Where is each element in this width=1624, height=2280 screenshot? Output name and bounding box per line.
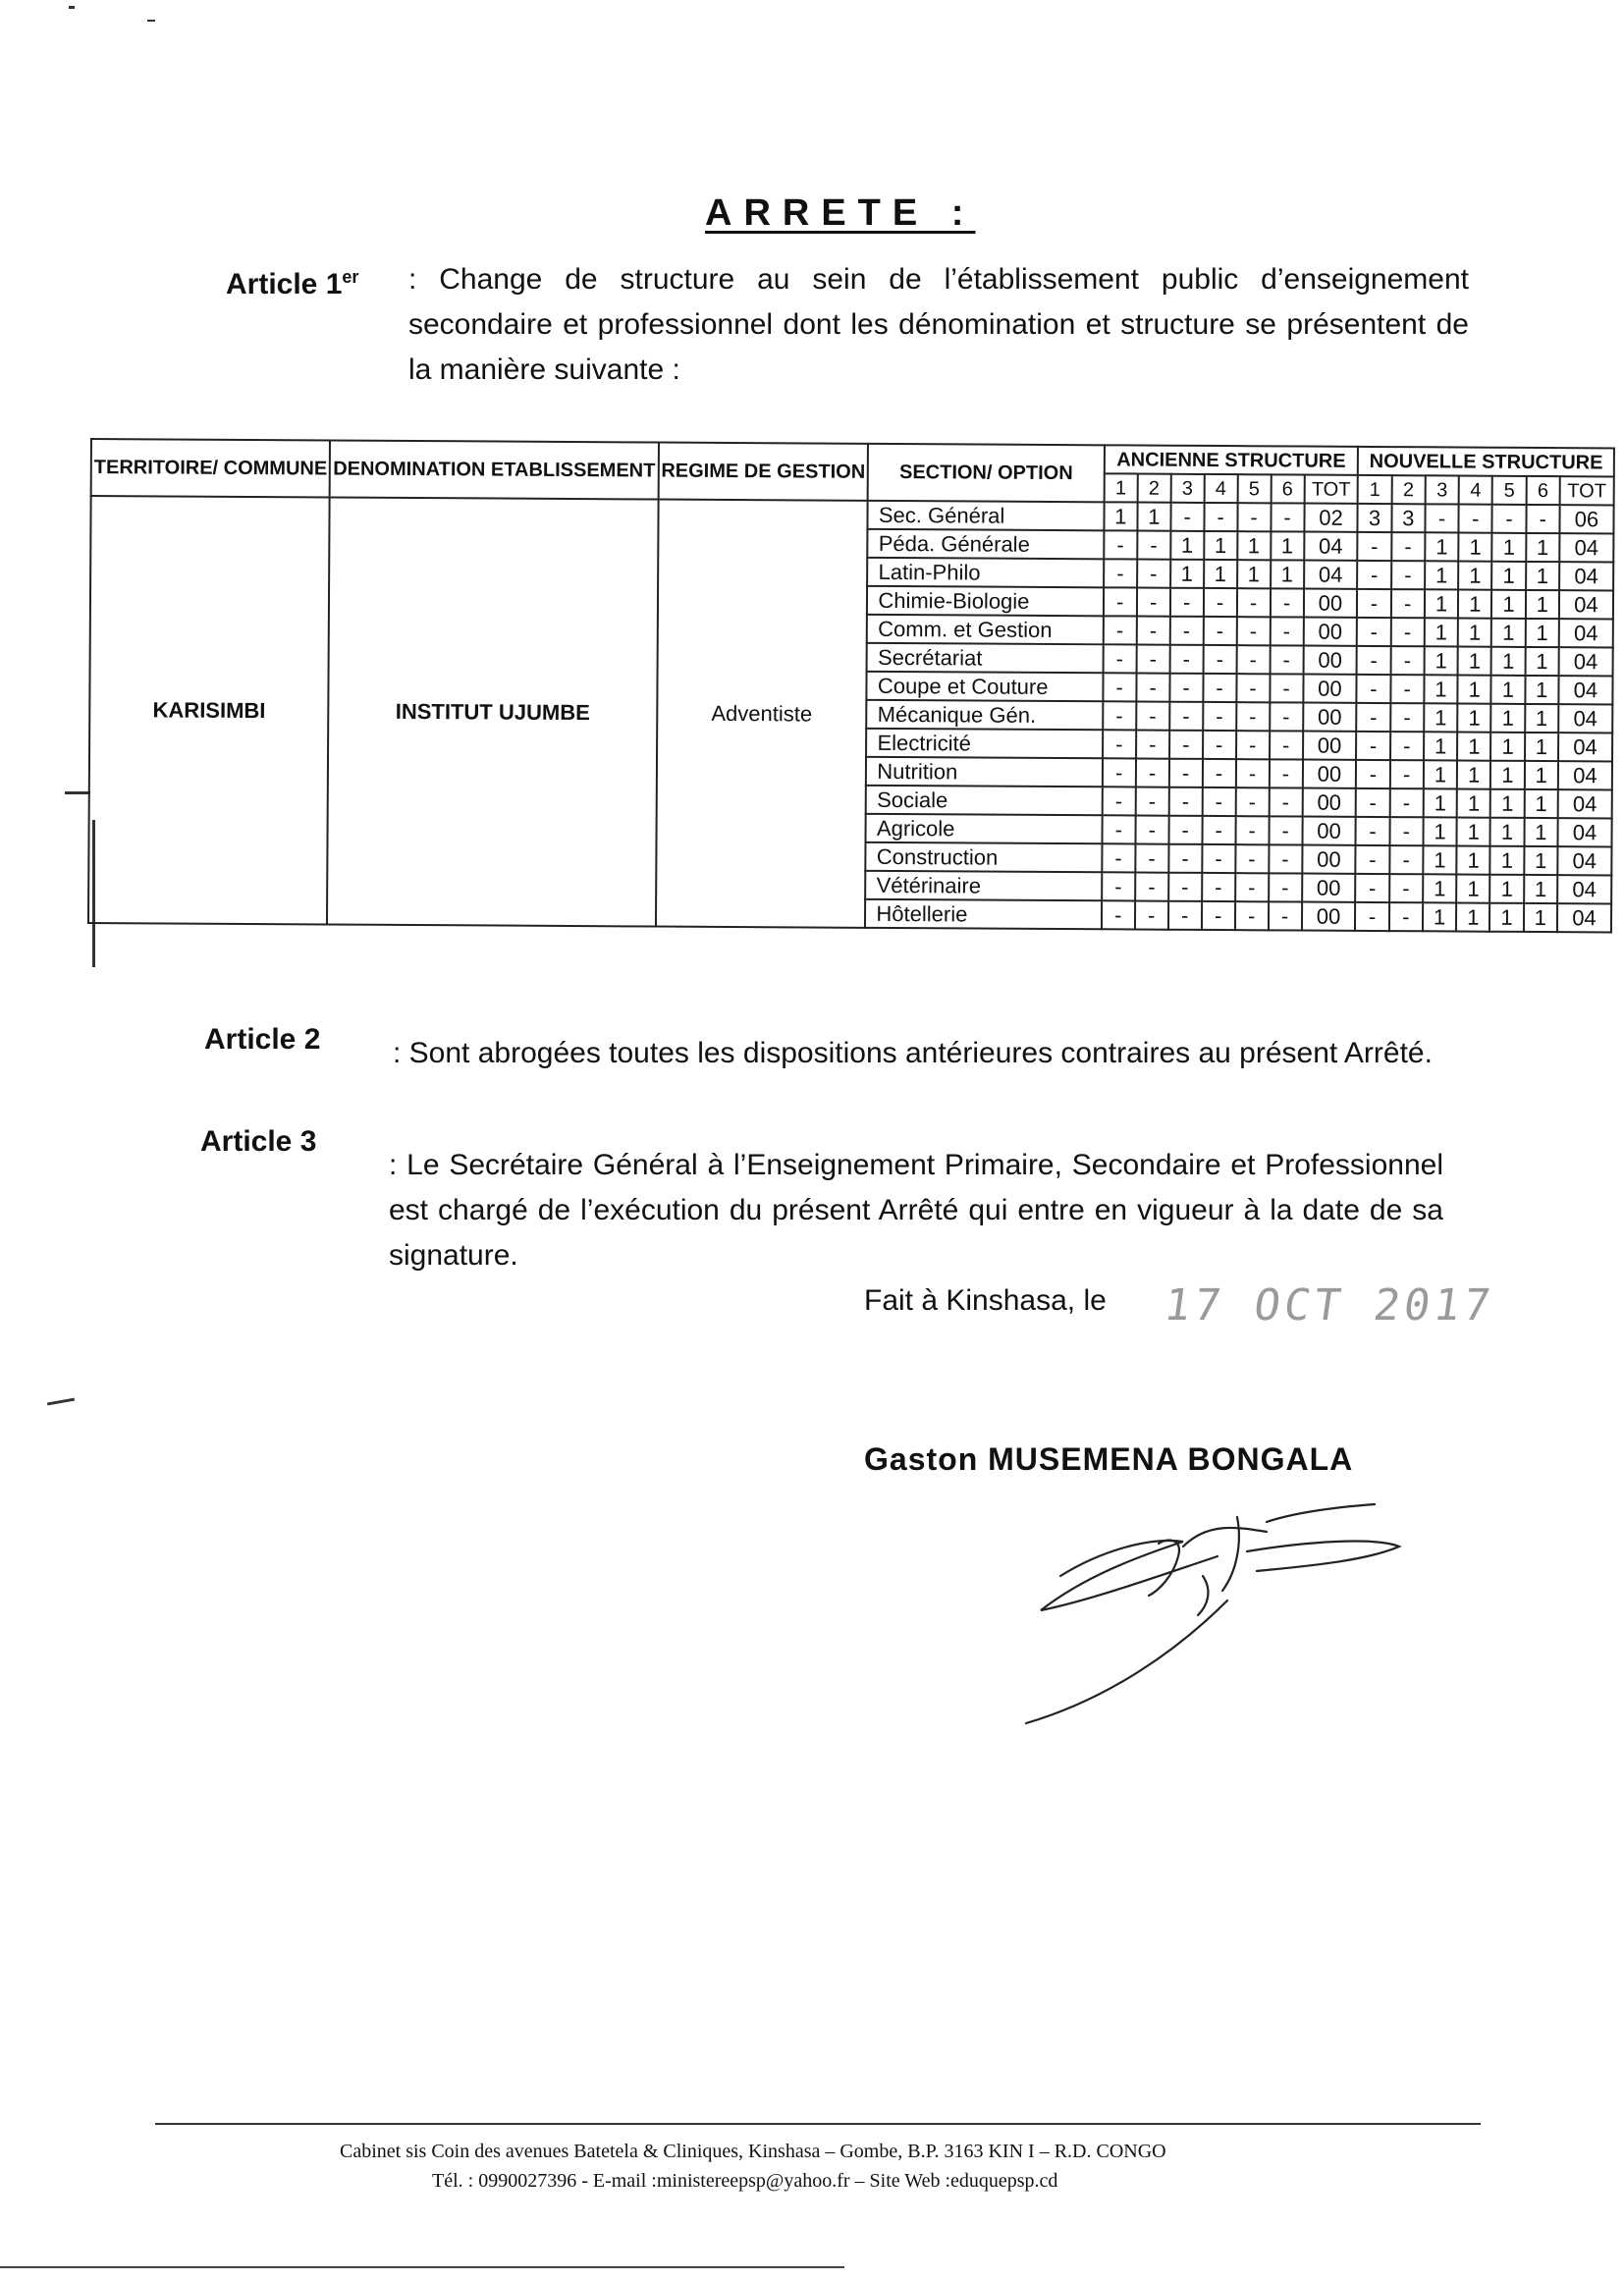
header-nouvelle-structure: NOUVELLE STRUCTURE bbox=[1358, 447, 1614, 477]
table-body bbox=[88, 496, 1614, 932]
nouvelle-value-cell: 04 bbox=[1559, 590, 1613, 619]
nouvelle-value-cell: 04 bbox=[1557, 875, 1611, 903]
footer-divider bbox=[155, 2123, 1481, 2125]
section-cell: Coupe et Couture bbox=[867, 672, 1104, 701]
ancienne-value-cell: - bbox=[1269, 901, 1302, 930]
ancienne-value-cell: 00 bbox=[1303, 589, 1357, 618]
ancienne-value-cell: - bbox=[1235, 844, 1269, 873]
scan-mark bbox=[69, 6, 75, 9]
nouvelle-value-cell: 1 bbox=[1524, 761, 1557, 789]
nouvelle-value-cell: 04 bbox=[1557, 818, 1611, 846]
nouvelle-col-header: 5 bbox=[1492, 476, 1526, 505]
ancienne-value-cell: - bbox=[1137, 588, 1170, 617]
ancienne-value-cell: 00 bbox=[1303, 732, 1357, 760]
document-title: ARRETE : bbox=[705, 192, 976, 234]
ancienne-value-cell: 00 bbox=[1303, 618, 1357, 646]
nouvelle-value-cell: 1 bbox=[1525, 676, 1558, 704]
ancienne-value-cell: - bbox=[1137, 531, 1170, 560]
nouvelle-value-cell: - bbox=[1357, 675, 1390, 703]
ancienne-value-cell: - bbox=[1104, 559, 1137, 587]
nouvelle-value-cell: 1 bbox=[1458, 590, 1491, 619]
ancienne-value-cell: - bbox=[1136, 674, 1169, 702]
ancienne-col-header: 3 bbox=[1170, 474, 1204, 503]
nouvelle-value-cell: 1 bbox=[1526, 590, 1559, 619]
ancienne-value-cell: - bbox=[1202, 844, 1235, 873]
ancienne-value-cell: 1 bbox=[1237, 560, 1271, 588]
ancienne-col-header: TOT bbox=[1304, 475, 1358, 504]
nouvelle-value-cell: 1 bbox=[1425, 618, 1458, 646]
ancienne-value-cell: - bbox=[1135, 816, 1168, 844]
regime-cell: Adventiste bbox=[656, 500, 868, 928]
ancienne-col-header: 2 bbox=[1137, 474, 1170, 503]
ancienne-value-cell: - bbox=[1135, 901, 1168, 930]
article-3-text: : Le Secrétaire Général à l’Enseignement Primaire, Secondaire et Professionnel est chargé de l’exécution du présent Arrêté qui entre en vigueur à la date de sa signature. bbox=[389, 1149, 1443, 1272]
section-cell: Secrétariat bbox=[867, 643, 1104, 673]
ancienne-value-cell: - bbox=[1202, 873, 1235, 901]
nouvelle-value-cell: 1 bbox=[1491, 676, 1525, 704]
ancienne-value-cell: - bbox=[1237, 588, 1271, 617]
ancienne-value-cell: - bbox=[1204, 503, 1237, 531]
nouvelle-value-cell: 1 bbox=[1490, 818, 1524, 846]
nouvelle-value-cell: 1 bbox=[1424, 675, 1457, 703]
ancienne-value-cell: - bbox=[1136, 617, 1169, 645]
nouvelle-value-cell: 04 bbox=[1558, 733, 1612, 761]
nouvelle-value-cell: 1 bbox=[1526, 562, 1559, 590]
section-cell: Agricole bbox=[866, 814, 1103, 843]
nouvelle-col-header: 6 bbox=[1526, 476, 1559, 505]
ancienne-value-cell: - bbox=[1236, 702, 1270, 731]
nouvelle-value-cell: 1 bbox=[1424, 788, 1457, 817]
ancienne-value-cell: - bbox=[1104, 530, 1137, 559]
nouvelle-value-cell: 1 bbox=[1526, 533, 1559, 562]
nouvelle-value-cell: 04 bbox=[1557, 903, 1611, 932]
ancienne-value-cell: - bbox=[1203, 702, 1236, 731]
nouvelle-value-cell: 1 bbox=[1524, 903, 1557, 932]
denomination-cell: INSTITUT UJUMBE bbox=[327, 497, 658, 926]
ancienne-value-cell: - bbox=[1170, 588, 1204, 617]
nouvelle-col-header: 2 bbox=[1391, 475, 1425, 504]
table-head bbox=[91, 439, 1614, 505]
nouvelle-value-cell: - bbox=[1357, 589, 1390, 618]
section-cell: Sociale bbox=[866, 786, 1103, 815]
ancienne-value-cell: 02 bbox=[1304, 504, 1358, 532]
ancienne-value-cell: 00 bbox=[1302, 874, 1356, 902]
header-regime: REGIME DE GESTION bbox=[658, 443, 868, 501]
nouvelle-value-cell: - bbox=[1492, 505, 1526, 533]
section-cell: Nutrition bbox=[866, 757, 1103, 787]
ancienne-col-header: 5 bbox=[1237, 474, 1271, 503]
ancienne-value-cell: - bbox=[1168, 816, 1202, 844]
ancienne-value-cell: - bbox=[1269, 787, 1302, 816]
ancienne-value-cell: - bbox=[1102, 815, 1135, 843]
header-denomination: DENOMINATION ETABLISSEMENT bbox=[330, 440, 659, 499]
ancienne-value-cell: - bbox=[1237, 503, 1271, 531]
ancienne-value-cell: - bbox=[1270, 617, 1303, 645]
ancienne-value-cell: - bbox=[1270, 702, 1303, 731]
ancienne-value-cell: - bbox=[1235, 873, 1269, 901]
ancienne-value-cell: 00 bbox=[1303, 703, 1357, 732]
nouvelle-value-cell: 1 bbox=[1423, 874, 1456, 902]
ancienne-value-cell: - bbox=[1235, 787, 1269, 816]
nouvelle-value-cell: 1 bbox=[1524, 818, 1557, 846]
nouvelle-value-cell: 1 bbox=[1524, 875, 1557, 903]
nouvelle-value-cell: 1 bbox=[1491, 590, 1525, 619]
nouvelle-value-cell: 1 bbox=[1490, 733, 1524, 761]
section-cell: Chimie-Biologie bbox=[867, 586, 1104, 616]
nouvelle-value-cell: - bbox=[1358, 532, 1391, 561]
bottom-divider bbox=[0, 2266, 844, 2268]
ancienne-value-cell: - bbox=[1271, 588, 1304, 617]
ancienne-value-cell: - bbox=[1270, 645, 1303, 674]
nouvelle-value-cell: 1 bbox=[1458, 647, 1491, 676]
ancienne-value-cell: - bbox=[1236, 645, 1270, 674]
ancienne-value-cell: - bbox=[1203, 645, 1236, 674]
section-cell: Hôtellerie bbox=[865, 899, 1102, 929]
ancienne-value-cell: 00 bbox=[1302, 845, 1356, 874]
nouvelle-value-cell: 1 bbox=[1423, 845, 1456, 874]
section-cell: Sec. Général bbox=[868, 501, 1105, 530]
nouvelle-value-cell: 1 bbox=[1425, 561, 1458, 589]
nouvelle-value-cell: 1 bbox=[1457, 818, 1490, 846]
nouvelle-value-cell: - bbox=[1389, 902, 1423, 931]
nouvelle-value-cell: 1 bbox=[1525, 647, 1558, 676]
ancienne-value-cell: - bbox=[1136, 702, 1169, 731]
ancienne-value-cell: - bbox=[1269, 844, 1302, 873]
article-2-text: : Sont abrogées toutes les dispositions antérieures contraires au présent Arrêté. bbox=[393, 1037, 1433, 1069]
nouvelle-value-cell: - bbox=[1526, 505, 1559, 533]
section-cell: Latin-Philo bbox=[867, 558, 1104, 587]
nouvelle-value-cell: 1 bbox=[1424, 760, 1457, 788]
section-cell: Construction bbox=[866, 842, 1103, 872]
ancienne-value-cell: - bbox=[1269, 816, 1302, 844]
signatory-name: Gaston MUSEMENA BONGALA bbox=[864, 1441, 1354, 1477]
section-cell: Mécanique Gén. bbox=[867, 700, 1104, 730]
nouvelle-value-cell: 1 bbox=[1424, 732, 1457, 760]
nouvelle-value-cell: - bbox=[1356, 874, 1389, 902]
section-cell: Comm. et Gestion bbox=[867, 615, 1104, 644]
nouvelle-value-cell: 1 bbox=[1524, 789, 1557, 818]
territoire-cell: KARISIMBI bbox=[88, 496, 330, 924]
footer-address: Cabinet sis Coin des avenues Batetela & Cliniques, Kinshasa – Gombe, B.P. 3163 KIN I – R.D. CONGO bbox=[340, 2141, 1166, 2162]
article-1-label bbox=[226, 267, 358, 301]
nouvelle-value-cell: - bbox=[1356, 817, 1389, 845]
nouvelle-value-cell: 1 bbox=[1424, 646, 1457, 675]
nouvelle-value-cell: 1 bbox=[1457, 733, 1490, 761]
ancienne-value-cell: - bbox=[1169, 645, 1203, 674]
ancienne-value-cell: - bbox=[1104, 587, 1137, 616]
nouvelle-value-cell: 04 bbox=[1558, 704, 1612, 733]
article-1-label-text: Article 1 bbox=[226, 268, 343, 300]
ancienne-value-cell: - bbox=[1136, 759, 1169, 787]
nouvelle-value-cell: 1 bbox=[1489, 903, 1523, 932]
nouvelle-value-cell: 04 bbox=[1558, 761, 1612, 789]
nouvelle-value-cell: - bbox=[1355, 902, 1388, 931]
ancienne-value-cell: - bbox=[1202, 787, 1235, 816]
nouvelle-value-cell: 1 bbox=[1491, 704, 1525, 733]
ancienne-value-cell: 00 bbox=[1303, 646, 1357, 675]
nouvelle-value-cell: 1 bbox=[1457, 789, 1490, 818]
article-1-label-sup: er bbox=[342, 267, 359, 287]
ancienne-value-cell: 04 bbox=[1304, 561, 1358, 589]
ancienne-value-cell: - bbox=[1270, 674, 1303, 702]
nouvelle-value-cell: 1 bbox=[1524, 846, 1557, 875]
ancienne-value-cell: 1 bbox=[1204, 531, 1237, 560]
ancienne-value-cell: - bbox=[1203, 617, 1236, 645]
ancienne-value-cell: 1 bbox=[1237, 531, 1271, 560]
ancienne-value-cell: 00 bbox=[1302, 760, 1356, 788]
ancienne-value-cell: - bbox=[1102, 900, 1135, 929]
nouvelle-value-cell: 1 bbox=[1490, 846, 1524, 875]
ancienne-value-cell: - bbox=[1169, 759, 1203, 787]
ancienne-value-cell: - bbox=[1170, 503, 1204, 531]
article-1-text: : Change de structure au sein de l’établissement public d’enseignement secondaire et professionnel dont les dénomination et structure se présentent de la manière suivante : bbox=[408, 263, 1469, 386]
ancienne-col-header: 1 bbox=[1104, 473, 1137, 502]
nouvelle-col-header: 4 bbox=[1459, 476, 1492, 505]
nouvelle-value-cell: - bbox=[1391, 589, 1425, 618]
nouvelle-value-cell: 1 bbox=[1525, 733, 1558, 761]
nouvelle-value-cell: - bbox=[1389, 817, 1423, 845]
nouvelle-value-cell: 06 bbox=[1559, 505, 1613, 533]
ancienne-value-cell: - bbox=[1136, 645, 1169, 674]
ancienne-value-cell: - bbox=[1135, 873, 1168, 901]
ancienne-col-header: 4 bbox=[1204, 474, 1237, 503]
nouvelle-value-cell: 1 bbox=[1492, 533, 1526, 562]
date-stamp: 17 OCT 2017 bbox=[1161, 1280, 1497, 1330]
nouvelle-value-cell: 1 bbox=[1490, 761, 1524, 789]
footer-contact: Tél. : 0990027396 - E-mail :ministereepsp@yahoo.fr – Site Web :eduquepsp.cd bbox=[432, 2170, 1058, 2192]
nouvelle-value-cell: 1 bbox=[1458, 676, 1491, 704]
table-header-row bbox=[91, 439, 1614, 476]
ancienne-value-cell: 00 bbox=[1302, 788, 1356, 817]
ancienne-value-cell: 1 bbox=[1271, 560, 1304, 588]
ancienne-value-cell: 1 bbox=[1137, 503, 1170, 531]
ancienne-value-cell: 1 bbox=[1104, 502, 1137, 530]
ancienne-value-cell: - bbox=[1103, 644, 1136, 673]
ancienne-value-cell: - bbox=[1169, 702, 1203, 731]
nouvelle-value-cell: 1 bbox=[1423, 817, 1456, 845]
nouvelle-value-cell: 1 bbox=[1456, 875, 1489, 903]
header-section: SECTION/ OPTION bbox=[868, 444, 1105, 502]
ancienne-value-cell: - bbox=[1235, 901, 1269, 930]
ancienne-value-cell: - bbox=[1137, 560, 1170, 588]
nouvelle-value-cell: - bbox=[1389, 760, 1423, 788]
ancienne-value-cell: - bbox=[1269, 873, 1302, 901]
ancienne-value-cell: - bbox=[1103, 701, 1136, 730]
nouvelle-value-cell: 04 bbox=[1558, 789, 1612, 818]
margin-mark bbox=[47, 1398, 75, 1406]
article-3-label: Article 3 bbox=[200, 1125, 317, 1158]
ancienne-value-cell: - bbox=[1103, 616, 1136, 644]
ancienne-value-cell: - bbox=[1168, 901, 1202, 930]
nouvelle-value-cell: 1 bbox=[1491, 562, 1525, 590]
ancienne-value-cell: - bbox=[1168, 844, 1202, 873]
nouvelle-value-cell: - bbox=[1425, 504, 1458, 532]
nouvelle-value-cell: - bbox=[1390, 646, 1424, 675]
ancienne-value-cell: - bbox=[1236, 617, 1270, 645]
nouvelle-value-cell: 04 bbox=[1559, 619, 1613, 647]
ancienne-value-cell: 00 bbox=[1302, 817, 1356, 845]
section-cell: Péda. Générale bbox=[868, 529, 1105, 559]
ancienne-value-cell: 00 bbox=[1302, 902, 1356, 931]
nouvelle-value-cell: - bbox=[1357, 646, 1390, 675]
nouvelle-value-cell: 1 bbox=[1457, 704, 1490, 733]
ancienne-value-cell: - bbox=[1204, 588, 1237, 617]
ancienne-value-cell: - bbox=[1202, 901, 1235, 930]
nouvelle-value-cell: 1 bbox=[1490, 875, 1524, 903]
ancienne-value-cell: 04 bbox=[1304, 532, 1358, 561]
ancienne-col-header: 6 bbox=[1271, 474, 1304, 503]
nouvelle-value-cell: 04 bbox=[1559, 533, 1613, 562]
ancienne-value-cell: - bbox=[1235, 816, 1269, 844]
section-cell: Electricité bbox=[866, 729, 1103, 758]
ancienne-value-cell: 1 bbox=[1170, 560, 1204, 588]
ancienne-value-cell: - bbox=[1235, 759, 1269, 787]
ancienne-value-cell: - bbox=[1270, 731, 1303, 759]
nouvelle-value-cell: 1 bbox=[1525, 619, 1558, 647]
ancienne-value-cell: - bbox=[1269, 759, 1302, 787]
ancienne-value-cell: 1 bbox=[1204, 560, 1237, 588]
ancienne-value-cell: - bbox=[1103, 673, 1136, 701]
nouvelle-value-cell: 1 bbox=[1424, 703, 1457, 732]
nouvelle-value-cell: - bbox=[1357, 703, 1390, 732]
ancienne-value-cell: - bbox=[1102, 843, 1135, 872]
signature-image bbox=[1011, 1483, 1424, 1767]
nouvelle-value-cell: 1 bbox=[1491, 619, 1525, 647]
nouvelle-value-cell: 04 bbox=[1559, 562, 1613, 590]
nouvelle-value-cell: 1 bbox=[1458, 562, 1491, 590]
ancienne-value-cell: - bbox=[1135, 787, 1168, 816]
nouvelle-value-cell: - bbox=[1390, 703, 1424, 732]
ancienne-value-cell: - bbox=[1136, 731, 1169, 759]
section-cell: Vétérinaire bbox=[866, 871, 1103, 900]
nouvelle-value-cell: - bbox=[1357, 618, 1390, 646]
nouvelle-value-cell: - bbox=[1357, 561, 1390, 589]
ancienne-value-cell: - bbox=[1102, 872, 1135, 900]
ancienne-value-cell: - bbox=[1202, 816, 1235, 844]
nouvelle-value-cell: - bbox=[1389, 874, 1423, 902]
nouvelle-value-cell: 3 bbox=[1358, 504, 1391, 532]
nouvelle-value-cell: - bbox=[1391, 561, 1425, 589]
nouvelle-value-cell: - bbox=[1390, 675, 1424, 703]
nouvelle-value-cell: - bbox=[1389, 788, 1423, 817]
nouvelle-value-cell: 1 bbox=[1423, 902, 1456, 931]
structure-table bbox=[87, 438, 1615, 933]
nouvelle-value-cell: 1 bbox=[1458, 619, 1491, 647]
ancienne-value-cell: - bbox=[1203, 759, 1236, 787]
nouvelle-value-cell: 1 bbox=[1490, 789, 1524, 818]
ancienne-value-cell: - bbox=[1236, 674, 1270, 702]
ancienne-value-cell: 00 bbox=[1303, 675, 1357, 703]
article-2-label: Article 2 bbox=[204, 1023, 321, 1056]
nouvelle-col-header: 3 bbox=[1426, 475, 1459, 504]
ancienne-value-cell: - bbox=[1103, 758, 1136, 787]
ancienne-value-cell: - bbox=[1103, 730, 1136, 758]
nouvelle-value-cell: 04 bbox=[1557, 846, 1611, 875]
ancienne-value-cell: - bbox=[1203, 731, 1236, 759]
ancienne-value-cell: - bbox=[1203, 674, 1236, 702]
ancienne-value-cell: - bbox=[1169, 731, 1203, 759]
nouvelle-value-cell: 1 bbox=[1458, 533, 1491, 562]
nouvelle-value-cell: 04 bbox=[1558, 647, 1612, 676]
nouvelle-value-cell: - bbox=[1356, 760, 1389, 788]
nouvelle-value-cell: 1 bbox=[1457, 761, 1490, 789]
nouvelle-value-cell: - bbox=[1389, 845, 1423, 874]
scan-mark bbox=[147, 20, 155, 22]
ancienne-value-cell: 1 bbox=[1271, 531, 1304, 560]
nouvelle-value-cell: 1 bbox=[1491, 647, 1525, 676]
ancienne-value-cell: - bbox=[1168, 873, 1202, 901]
nouvelle-value-cell: 1 bbox=[1456, 846, 1489, 875]
ancienne-value-cell: - bbox=[1271, 503, 1304, 531]
nouvelle-value-cell: 04 bbox=[1558, 676, 1612, 704]
ancienne-value-cell: - bbox=[1169, 617, 1203, 645]
header-territoire: TERRITOIRE/ COMMUNE bbox=[91, 439, 331, 497]
nouvelle-value-cell: 1 bbox=[1525, 704, 1558, 733]
nouvelle-value-cell: - bbox=[1390, 732, 1424, 760]
header-ancienne-structure: ANCIENNE STRUCTURE bbox=[1105, 445, 1359, 475]
nouvelle-value-cell: - bbox=[1356, 845, 1389, 874]
nouvelle-value-cell: - bbox=[1390, 618, 1424, 646]
nouvelle-col-header: TOT bbox=[1560, 476, 1614, 505]
ancienne-value-cell: - bbox=[1236, 731, 1270, 759]
place-date: Fait à Kinshasa, le bbox=[864, 1284, 1107, 1317]
nouvelle-value-cell: - bbox=[1391, 532, 1425, 561]
ancienne-value-cell: - bbox=[1168, 787, 1202, 816]
nouvelle-value-cell: - bbox=[1459, 505, 1492, 533]
nouvelle-value-cell: 3 bbox=[1391, 504, 1425, 532]
margin-mark bbox=[65, 791, 90, 794]
ancienne-value-cell: - bbox=[1169, 674, 1203, 702]
nouvelle-value-cell: 1 bbox=[1425, 532, 1458, 561]
nouvelle-col-header: 1 bbox=[1358, 475, 1391, 504]
nouvelle-value-cell: 1 bbox=[1425, 589, 1458, 618]
ancienne-value-cell: 1 bbox=[1170, 531, 1204, 560]
nouvelle-value-cell: - bbox=[1356, 788, 1389, 817]
ancienne-value-cell: - bbox=[1135, 844, 1168, 873]
nouvelle-value-cell: 1 bbox=[1456, 903, 1489, 932]
nouvelle-value-cell: - bbox=[1356, 732, 1389, 760]
ancienne-value-cell: - bbox=[1102, 787, 1135, 815]
